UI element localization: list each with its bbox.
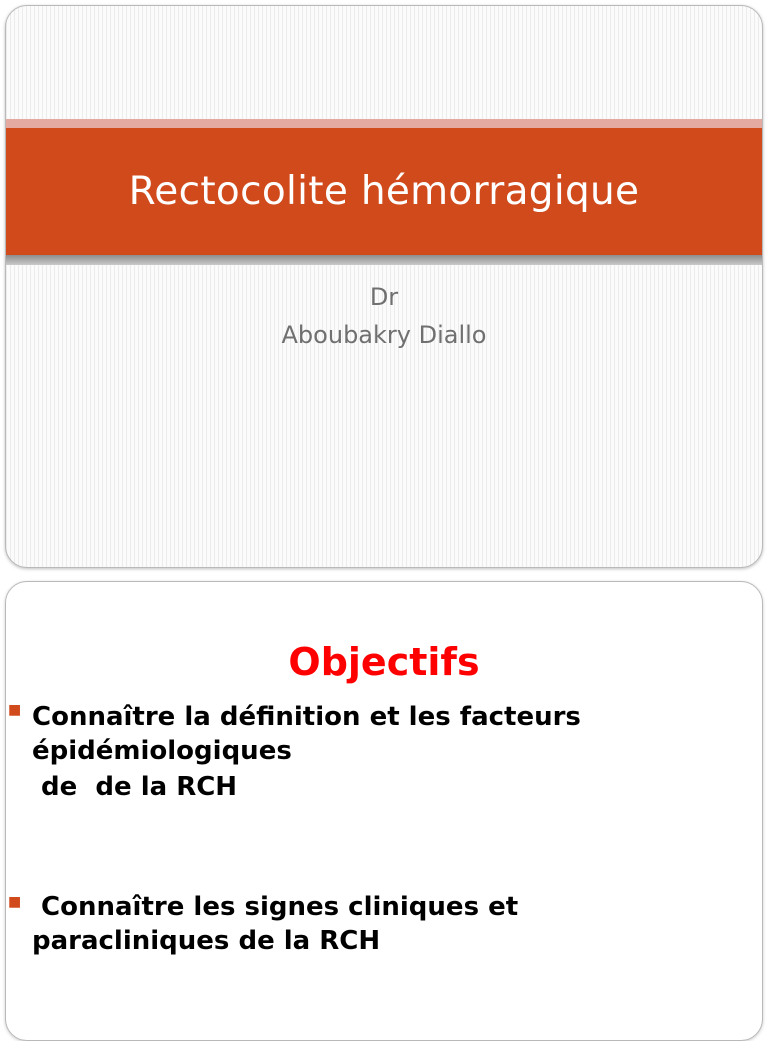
square-bullet-icon: ■ bbox=[8, 894, 22, 910]
objectives-heading: Objectifs bbox=[288, 640, 480, 684]
square-bullet-icon: ■ bbox=[8, 702, 22, 718]
objective-item-2-line-2: paracliniques de la RCH bbox=[32, 926, 381, 956]
title-slide bbox=[5, 5, 763, 568]
slide-subtitle bbox=[6, 278, 762, 354]
objective-item-1-line-1: Connaître la définition et les facteurs bbox=[32, 702, 581, 732]
objective-item-1 bbox=[32, 700, 752, 804]
objective-item-1-line-2: épidémiologiques bbox=[32, 736, 292, 766]
title-band bbox=[6, 128, 762, 255]
title-band-top-accent bbox=[6, 119, 762, 128]
objective-item-2 bbox=[32, 890, 752, 958]
objective-item-2-line-1: Connaître les signes cliniques et bbox=[32, 892, 519, 922]
objectives-slide bbox=[5, 581, 763, 1041]
subtitle-line-2: Aboubakry Diallo bbox=[281, 321, 487, 349]
title-band-shadow bbox=[6, 255, 762, 265]
subtitle-line-1: Dr bbox=[369, 283, 399, 311]
objective-item-1-line-3: de de la RCH bbox=[32, 772, 238, 802]
slide-title: Rectocolite hémorragique bbox=[128, 169, 640, 214]
